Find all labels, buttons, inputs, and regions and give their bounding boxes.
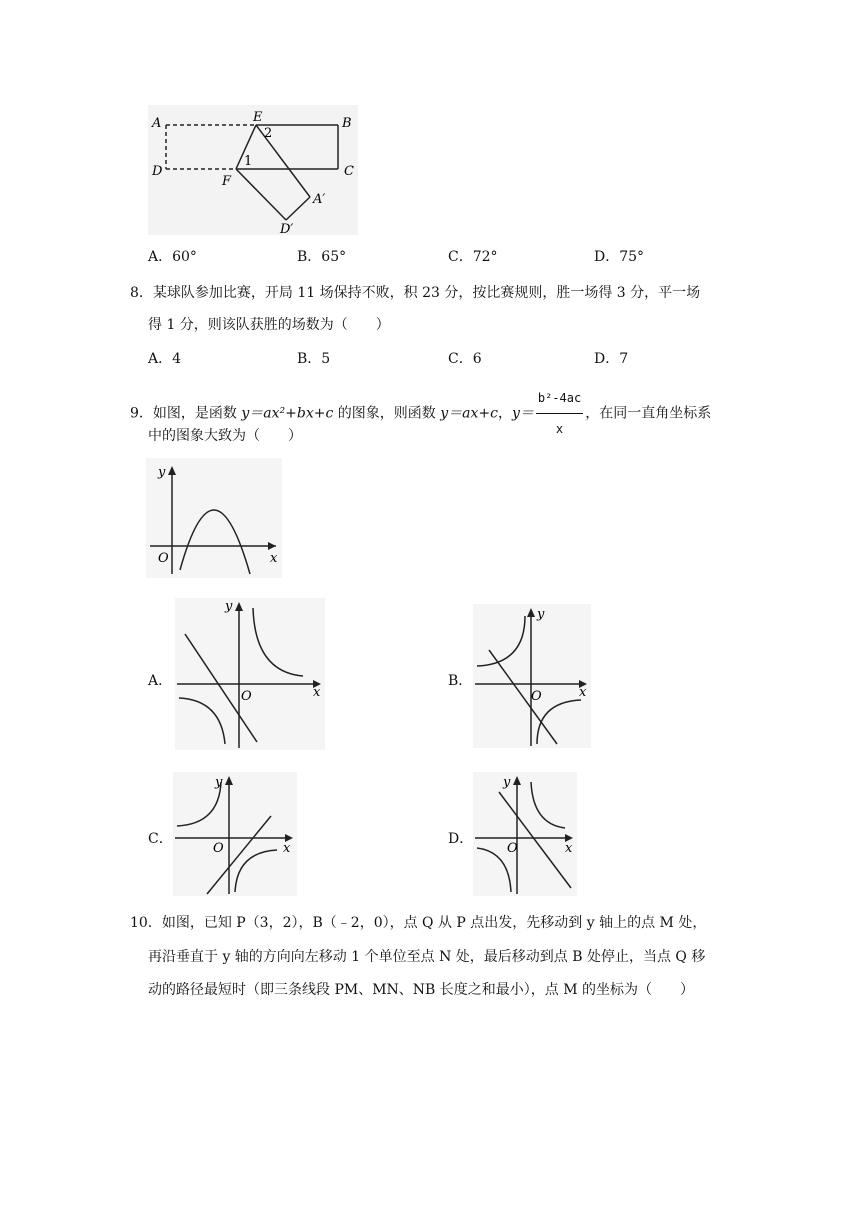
q9-option-c[interactable]: C． [148, 831, 173, 847]
q9-option-d-graph[interactable] [473, 772, 577, 896]
q9-option-c-graph[interactable] [173, 772, 297, 896]
label-D: D [152, 164, 163, 179]
q9-text-a: 9．如图，是函数 [130, 405, 242, 422]
origin-label: O [507, 841, 518, 856]
q9-fraction [536, 383, 583, 444]
axis-y-label: y [503, 775, 511, 790]
q9-option-c-svg [173, 772, 297, 896]
q10-stem-line2: 再沿垂直于 y 轴的方向向左移动 1 个单位至点 N 处，最后移动到点 B 处停止，当点 Q 移 [148, 949, 706, 965]
label-B: B [342, 116, 352, 131]
q7-figure [148, 105, 358, 235]
q9-option-b-svg [473, 604, 591, 748]
label-A-prime: A′ [313, 192, 326, 207]
axis-y-label: y [537, 607, 545, 622]
q9-parabola-svg [146, 458, 282, 578]
origin-label: O [213, 841, 224, 856]
q9-option-d-svg [473, 772, 577, 896]
label-D-prime: D′ [280, 222, 294, 235]
q7-option-c[interactable]: C．72° [448, 249, 498, 265]
origin-label: O [158, 551, 169, 566]
q9-stem-line2: 中的图象大致为（ ） [148, 428, 302, 444]
q9-option-d[interactable]: D． [448, 831, 474, 847]
label-A: A [152, 116, 162, 131]
q7-option-b[interactable]: B．65° [297, 249, 347, 265]
q9-option-b[interactable]: B． [448, 673, 473, 689]
angle-2-label: 2 [264, 126, 273, 141]
q7-option-a[interactable]: A．60° [148, 249, 197, 265]
axis-y-label: y [225, 599, 233, 614]
label-F: F [222, 174, 232, 189]
q9-quadratic: y＝ax²+bx+c [241, 405, 334, 422]
q8-option-c[interactable]: C．6 [448, 351, 482, 367]
origin-label: O [531, 689, 542, 704]
axis-y-label: y [215, 775, 223, 790]
q9-option-b-graph[interactable] [473, 604, 591, 748]
label-E: E [253, 110, 263, 125]
q9-text-g: ，在同一直角坐标系 [585, 405, 712, 422]
q10-stem-line3: 动的路径最短时（即三条线段 PM、MN、NB 长度之和最小），点 M 的坐标为（ ） [148, 982, 695, 998]
q8-stem-line1: 8．某球队参加比赛，开局 11 场保持不败，积 23 分，按比赛规则，胜一场得 3 分，平一场 [130, 285, 701, 301]
q10-stem-line1: 10．如图，已知 P（3，2），B（﹣2，0），点 Q 从 P 点出发，先移动到 y 轴上的点 M 处， [130, 915, 707, 931]
q9-option-a-graph[interactable] [175, 598, 325, 750]
q9-text-c: 的图象，则函数 [333, 405, 441, 422]
axis-y-label: y [158, 465, 166, 480]
q8-option-d[interactable]: D．7 [594, 351, 629, 367]
q8-option-a[interactable]: A．4 [148, 351, 182, 367]
q9-y-eq: y＝ [511, 405, 534, 422]
q9-fraction-denominator: x [555, 422, 564, 436]
origin-label: O [241, 689, 252, 704]
axis-x-label: x [565, 841, 573, 856]
q8-stem-line2: 得 1 分，则该队获胜的场数为（ ） [148, 317, 390, 333]
axis-x-label: x [313, 685, 321, 700]
q8-option-b[interactable]: B．5 [297, 351, 331, 367]
label-C: C [344, 164, 354, 179]
axis-x-label: x [579, 685, 587, 700]
q9-parabola-figure [146, 458, 282, 578]
q9-option-a[interactable]: A． [148, 673, 173, 689]
angle-1-label: 1 [244, 154, 253, 169]
q7-diagram [148, 105, 358, 235]
q9-linear: y＝ax+c [440, 405, 498, 422]
q9-text-e: ， [497, 405, 512, 422]
axis-x-label: x [283, 841, 291, 856]
axis-x-label: x [270, 551, 278, 566]
q9-fraction-numerator: b²-4ac [536, 383, 583, 414]
q9-option-a-svg [175, 598, 325, 750]
q7-option-d[interactable]: D．75° [594, 249, 645, 265]
